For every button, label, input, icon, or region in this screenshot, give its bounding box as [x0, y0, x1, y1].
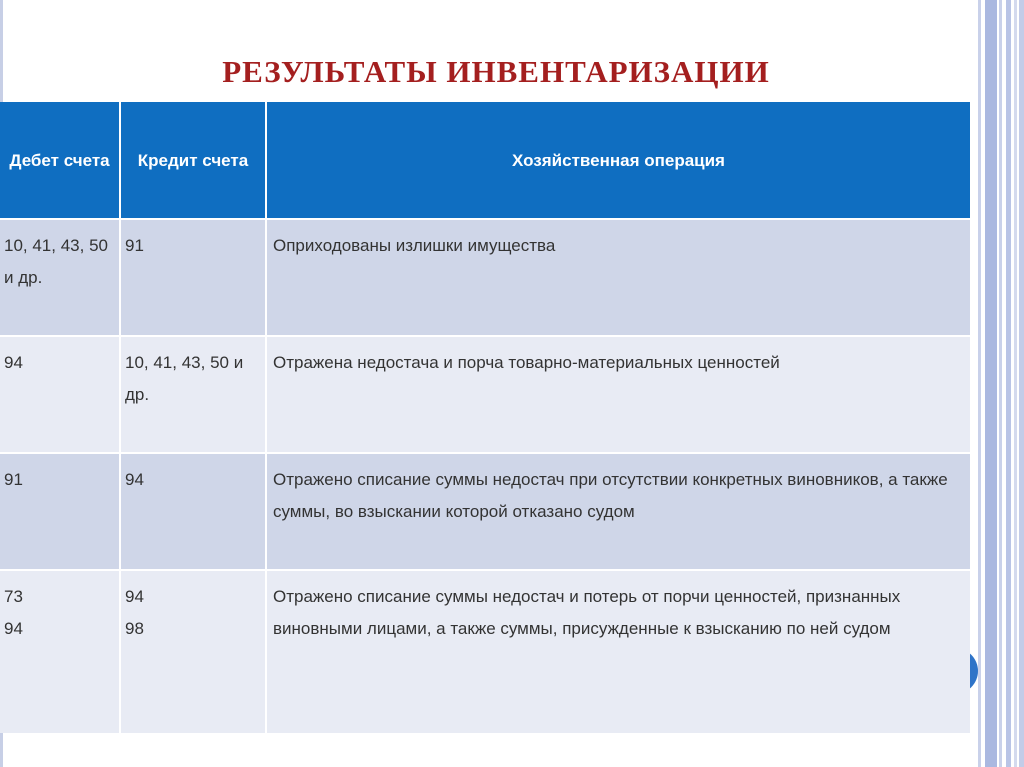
credit-cell — [120, 336, 266, 453]
credit-cell — [120, 453, 266, 570]
inventory-results-table — [0, 102, 970, 733]
debit-value: 91 — [4, 470, 23, 489]
header-credit: Кредит счета — [120, 102, 266, 219]
credit-value: 94 — [125, 470, 144, 489]
credit-value: 98 — [125, 619, 144, 638]
debit-value: 73 — [4, 587, 23, 606]
slide-title: РЕЗУЛЬТАТЫ ИНВЕНТАРИЗАЦИИ — [222, 54, 770, 89]
debit-value: 94 — [4, 353, 23, 372]
table-row — [0, 219, 970, 336]
credit-value: 94 — [125, 587, 144, 606]
table-row — [0, 336, 970, 453]
decor-stripe — [1006, 0, 1011, 767]
debit-value: 94 — [4, 619, 23, 638]
decor-stripe — [1014, 0, 1017, 767]
debit-cell — [0, 570, 120, 733]
decor-stripe — [1019, 0, 1024, 767]
decor-stripe — [978, 0, 981, 767]
credit-cell — [120, 219, 266, 336]
operation-cell: Оприходованы излишки имущества — [266, 219, 970, 336]
table-header-row — [0, 102, 970, 219]
debit-cell — [0, 453, 120, 570]
decor-stripe — [999, 0, 1002, 767]
credit-value: 10, 41, 43, 50 и др. — [125, 353, 244, 404]
operation-cell: Отражена недостача и порча товарно-материальных ценностей — [266, 336, 970, 453]
operation-cell: Отражено списание суммы недостач при отсутствии конкретных виновников, а также суммы, во взыскании которой отказано судом — [266, 453, 970, 570]
credit-cell — [120, 570, 266, 733]
debit-value: 10, 41, 43, 50 и др. — [4, 236, 108, 287]
debit-cell — [0, 219, 120, 336]
debit-cell — [0, 336, 120, 453]
credit-value: 91 — [125, 236, 144, 255]
header-operation: Хозяйственная операция — [266, 102, 970, 219]
header-debit: Дебет счета — [0, 102, 120, 219]
decor-stripe — [985, 0, 997, 767]
table-row — [0, 570, 970, 733]
operation-cell: Отражено списание суммы недостач и потерь от порчи ценностей, признанных виновными лицами, а также суммы, присужденные к взысканию по ней судом — [266, 570, 970, 733]
table-row — [0, 453, 970, 570]
